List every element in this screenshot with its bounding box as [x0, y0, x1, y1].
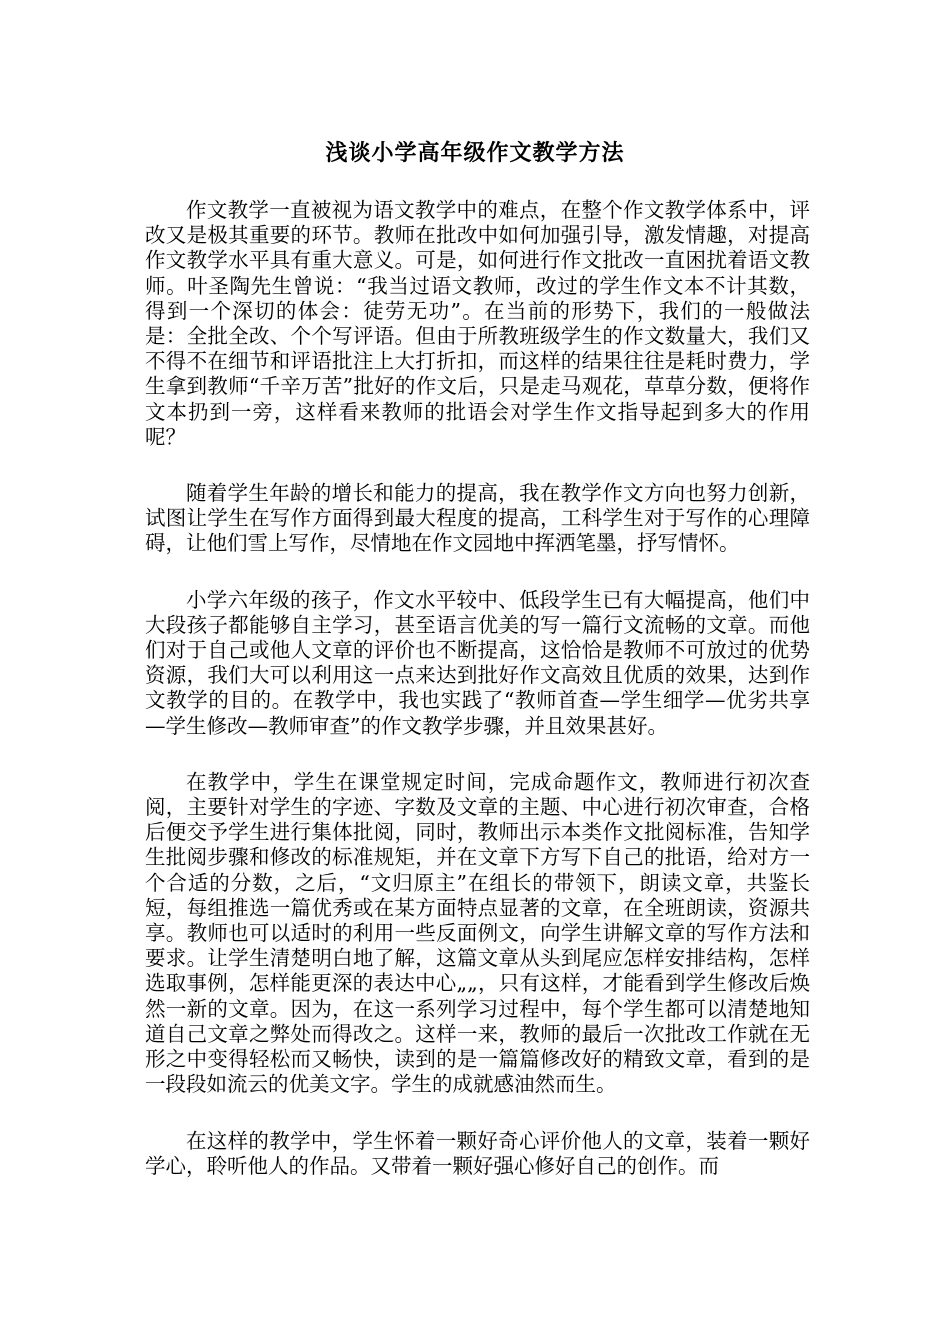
document-title: 浅谈小学高年级作文教学方法 [325, 140, 625, 166]
paragraph-2: 随着学生年龄的增长和能力的提高，我在教学作文方向也努力创新，试图让学生在写作方面得到最大程度的提高，工科学生对于写作的心理障碍，让他们雪上写作，尽情地在作文园地中挥洒笔墨，抒写情怀。 [145, 481, 810, 556]
paragraph-5: 在这样的教学中，学生怀着一颗好奇心评价他人的文章，装着一颗好学心，聆听他人的作品。又带着一颗好强心修好自己的创作。而 [145, 1128, 810, 1178]
paragraph-3: 小学六年级的孩子，作文水平较中、低段学生已有大幅提高，他们中大段孩子都能够自主学习，甚至语言优美的写一篇行文流畅的文章。而他们对于自己或他人文章的评价也不断提高，这恰恰是教师不可放过的优势资源，我们大可以利用这一点来达到批好作文高效且优质的效果，达到作文教学的目的。在教学中，我也实践了“教师首查—学生细学—优劣共享—学生修改—教师审查”的作文教学步骤，并且效果甚好。 [145, 587, 810, 738]
paragraph-4: 在教学中，学生在课堂规定时间，完成命题作文，教师进行初次查阅，主要针对学生的字迹、字数及文章的主题、中心进行初次审查，合格后便交予学生进行集体批阅，同时，教师出示本类作文批阅标准，告知学生批阅步骤和修改的标准规矩，并在文章下方写下自己的批语，给对方一个合适的分数，之后，“文归原主”在组长的带领下，朗读文章，共鉴长短，每组推选一篇优秀或在某方面特点显著的文章，在全班朗读，资源共享。教师也可以适时的利用一些反面例文，向学生讲解文章的写作方法和要求。让学生清楚明白地了解，这篇文章从头到尾应怎样安排结构，怎样选取事例，怎样能更深的表达中心„„，只有这样，才能看到学生修改后焕然一新的文章。因为，在这一系列学习过程中，每个学生都可以清楚地知道自己文章之弊处而得改之。这样一来，教师的最后一次批改工作就在无形之中变得轻松而又畅快，读到的是一篇篇修改好的精致文章，看到的是一段段如流云的优美文字。学生的成就感油然而生。 [145, 769, 810, 1097]
paragraph-1: 作文教学一直被视为语文教学中的难点，在整个作文教学体系中，评改又是极其重要的环节。教师在批改中如何加强引导，激发情趣，对提高作文教学水平具有重大意义。可是，如何进行作文批改一直困扰着语文教师。叶圣陶先生曾说：“我当过语文教师，改过的学生作文本不计其数，得到一个深切的体会：徒劳无功”。在当前的形势下，我们的一般做法是：全批全改、个个写评语。但由于所教班级学生的作文数量大，我们又不得不在细节和评语批注上大打折扣，而这样的结果往往是耗时费力，学生拿到教师“千辛万苦”批好的作文后，只是走马观花，草草分数，便将作文本扔到一旁，这样看来教师的批语会对学生作文指导起到多大的作用呢？ [145, 198, 810, 449]
document-body [145, 198, 810, 1210]
